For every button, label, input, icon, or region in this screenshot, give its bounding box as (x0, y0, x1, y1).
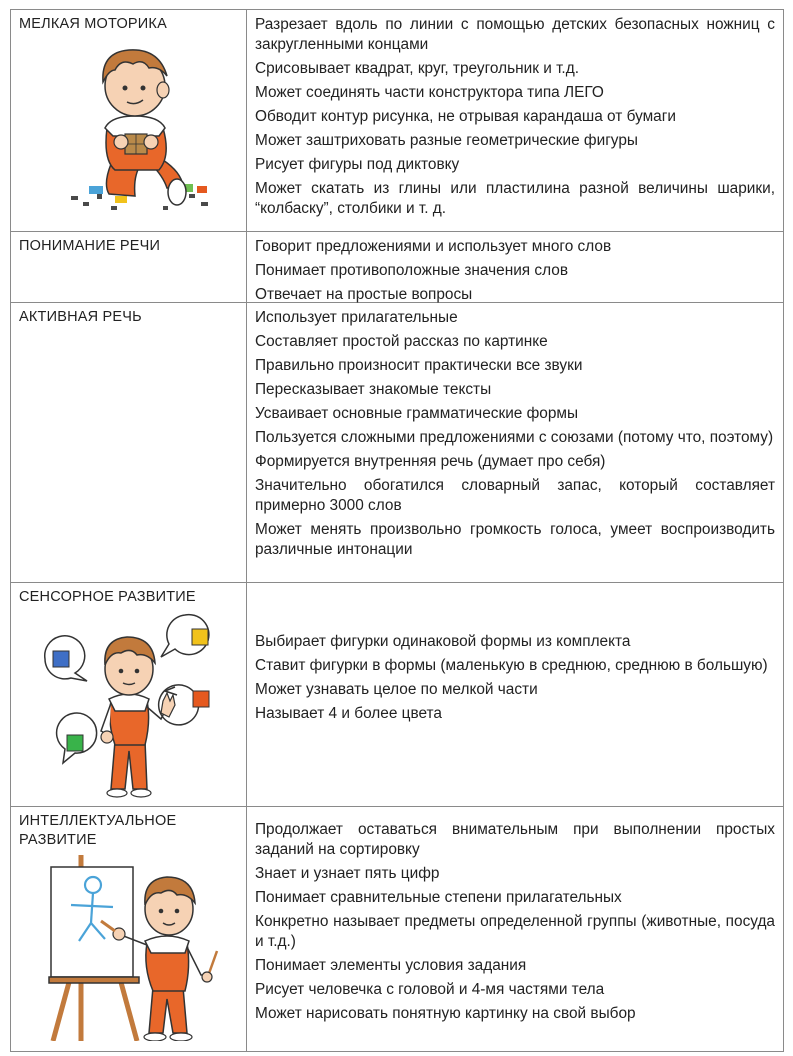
list-item: Усваивает основные грамматические формы (255, 405, 579, 422)
list-item: Понимает элементы условия задания (255, 957, 527, 974)
list-item: Может менять произвольно громкость голоса, умеет воспроизводить различные интонации (255, 521, 775, 558)
list-item: Понимает сравнительные степени прилагательных (255, 889, 622, 906)
boy-with-color-bubbles-illustration (37, 611, 233, 799)
category-label: ПОНИМАНИЕ РЕЧИ (19, 238, 161, 254)
list-item: Знает и узнает пять цифр (255, 865, 440, 882)
category-label: ИНТЕЛЛЕКТУАЛЬНОЕ РАЗВИТИЕ (19, 813, 177, 848)
list-item: Обводит контур рисунка, не отрывая карандаша от бумаги (255, 108, 676, 125)
category-cell (11, 807, 247, 1051)
development-table (10, 9, 784, 1052)
items-cell (247, 583, 783, 806)
list-item: Формируется внутренняя речь (думает про себя) (255, 453, 606, 470)
category-cell (11, 10, 247, 231)
table-row (11, 10, 783, 231)
list-item: Срисовывает квадрат, круг, треугольник и т.д. (255, 60, 579, 77)
list-item: Разрезает вдоль по линии с помощью детских безопасных ножниц с закругленными концами (255, 16, 775, 53)
table-row (11, 302, 783, 582)
table-row (11, 231, 783, 302)
items-cell (247, 807, 783, 1051)
list-item: Правильно произносит практически все звуки (255, 357, 583, 374)
list-item: Рисует человечка с головой и 4-мя частями тела (255, 981, 605, 998)
list-item: Называет 4 и более цвета (255, 705, 442, 722)
list-item: Пользуется сложными предложениями с союзами (потому что, поэтому) (255, 429, 774, 446)
items-cell (247, 232, 783, 302)
list-item: Ставит фигурки в формы (маленькую в среднюю, среднюю в большую) (255, 657, 768, 674)
list-item: Использует прилагательные (255, 309, 458, 326)
list-item: Может нарисовать понятную картинку на свой выбор (255, 1005, 636, 1022)
list-item: Может соединять части конструктора типа ЛЕГО (255, 84, 604, 101)
table-row (11, 582, 783, 806)
category-cell (11, 583, 247, 806)
items-cell (247, 10, 783, 231)
list-item: Конкретно называет предметы определенной группы (животные, посуда и т.д.) (255, 913, 775, 950)
category-cell (11, 232, 247, 302)
list-item: Может узнавать целое по мелкой части (255, 681, 538, 698)
category-label: МЕЛКАЯ МОТОРИКА (19, 16, 167, 32)
items-cell (247, 303, 783, 582)
list-item: Отвечает на простые вопросы (255, 286, 473, 303)
list-item: Понимает противоположные значения слов (255, 262, 568, 279)
list-item: Говорит предложениями и использует много слов (255, 238, 612, 255)
table-row (11, 806, 783, 1051)
list-item: Значительно обогатился словарный запас, который составляет примерно 3000 слов (255, 477, 775, 514)
list-item: Может заштриховать разные геометрические фигуры (255, 132, 638, 149)
list-item: Может скатать из глины или пластилина разной величины шарики, “колбаску”, столбики и т. д. (255, 180, 775, 217)
list-item: Рисует фигуры под диктовку (255, 156, 460, 173)
category-label: СЕНСОРНОЕ РАЗВИТИЕ (19, 589, 196, 605)
list-item: Выбирает фигурки одинаковой формы из комплекта (255, 633, 631, 650)
boy-painting-illustration (41, 855, 231, 1041)
category-label: АКТИВНАЯ РЕЧЬ (19, 309, 142, 325)
list-item: Составляет простой рассказ по картинке (255, 333, 548, 350)
list-item: Пересказывает знакомые тексты (255, 381, 492, 398)
category-cell (11, 303, 247, 582)
boy-with-blocks-illustration (63, 36, 213, 212)
list-item: Продолжает оставаться внимательным при выполнении простых заданий на сортировку (255, 821, 775, 858)
